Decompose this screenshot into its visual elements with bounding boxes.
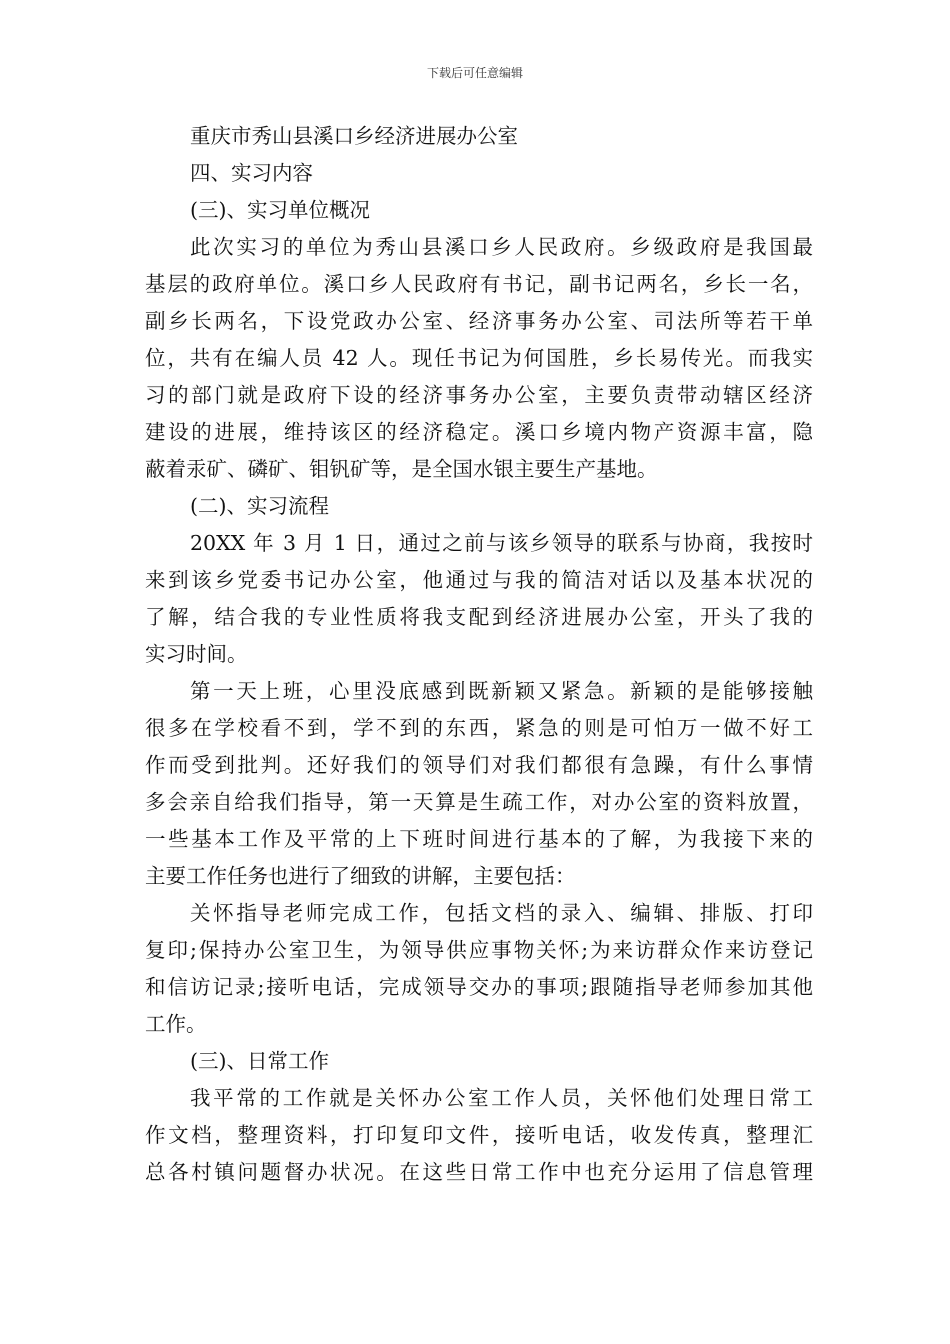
text-line: 多会亲自给我们指导，第一天算是生疏工作，对办公室的资料放置，: [145, 790, 813, 814]
text-line: (二)、实习流程: [190, 494, 329, 518]
text-line: 一些基本工作及平常的上下班时间进行基本的了解，为我接下来的: [145, 827, 813, 851]
text-line: 很多在学校看不到，学不到的东西，紧急的则是可怕万一做不好工: [145, 716, 813, 740]
text-line: (三)、日常工作: [190, 1049, 329, 1073]
text-line: 主要工作任务也进行了细致的讲解，主要包括：: [145, 864, 576, 888]
text-line: 实习时间。: [145, 642, 248, 666]
page-header-note: 下载后可任意编辑: [426, 66, 523, 80]
text-line: 重庆市秀山县溪口乡经济进展办公室: [190, 124, 518, 148]
text-line: 四、实习内容: [190, 161, 313, 185]
text-line: 了解，结合我的专业性质将我支配到经济进展办公室，开头了我的: [145, 605, 813, 629]
text-line: 蔽着汞矿、磷矿、钼钒矿等，是全国水银主要生产基地。: [145, 457, 658, 481]
text-line: 来到该乡党委书记办公室，他通过与我的简洁对话以及基本状况的: [145, 568, 813, 592]
text-line: 我平常的工作就是关怀办公室工作人员，关怀他们处理日常工: [190, 1086, 813, 1110]
text-line: 总各村镇问题督办状况。在这些日常工作中也充分运用了信息管理: [145, 1160, 813, 1184]
text-line: 作文档，整理资料，打印复印文件，接听电话，收发传真，整理汇: [145, 1123, 813, 1147]
text-line: 第一天上班，心里没底感到既新颖又紧急。新颖的是能够接触: [190, 679, 813, 703]
text-line: 工作。: [145, 1012, 207, 1036]
text-line: 复印;保持办公室卫生，为领导供应事物关怀;为来访群众作来访登记: [145, 938, 813, 962]
text-line: 习的部门就是政府下设的经济事务办公室，主要负责带动辖区经济: [145, 383, 813, 407]
text-line: 位，共有在编人员 42 人。现任书记为何国胜，乡长易传光。而我实: [145, 346, 813, 370]
text-line: 建设的进展，维持该区的经济稳定。溪口乡境内物产资源丰富，隐: [145, 420, 813, 444]
text-line: 基层的政府单位。溪口乡人民政府有书记，副书记两名，乡长一名，: [145, 272, 813, 296]
text-line: 作而受到批判。还好我们的领导们对我们都很有急躁，有什么事情: [145, 753, 813, 777]
text-line: 关怀指导老师完成工作，包括文档的录入、编辑、排版、打印: [190, 901, 813, 925]
text-line: 副乡长两名，下设党政办公室、经济事务办公室、司法所等若干单: [145, 309, 813, 333]
text-line: 和信访记录;接听电话，完成领导交办的事项;跟随指导老师参加其他: [145, 975, 813, 999]
text-line: 20XX 年 3 月 1 日，通过之前与该乡领导的联系与协商，我按时: [190, 531, 813, 555]
document-body: [145, 118, 813, 1191]
text-line: 此次实习的单位为秀山县溪口乡人民政府。乡级政府是我国最: [190, 235, 813, 259]
text-line: (三)、实习单位概况: [190, 198, 370, 222]
